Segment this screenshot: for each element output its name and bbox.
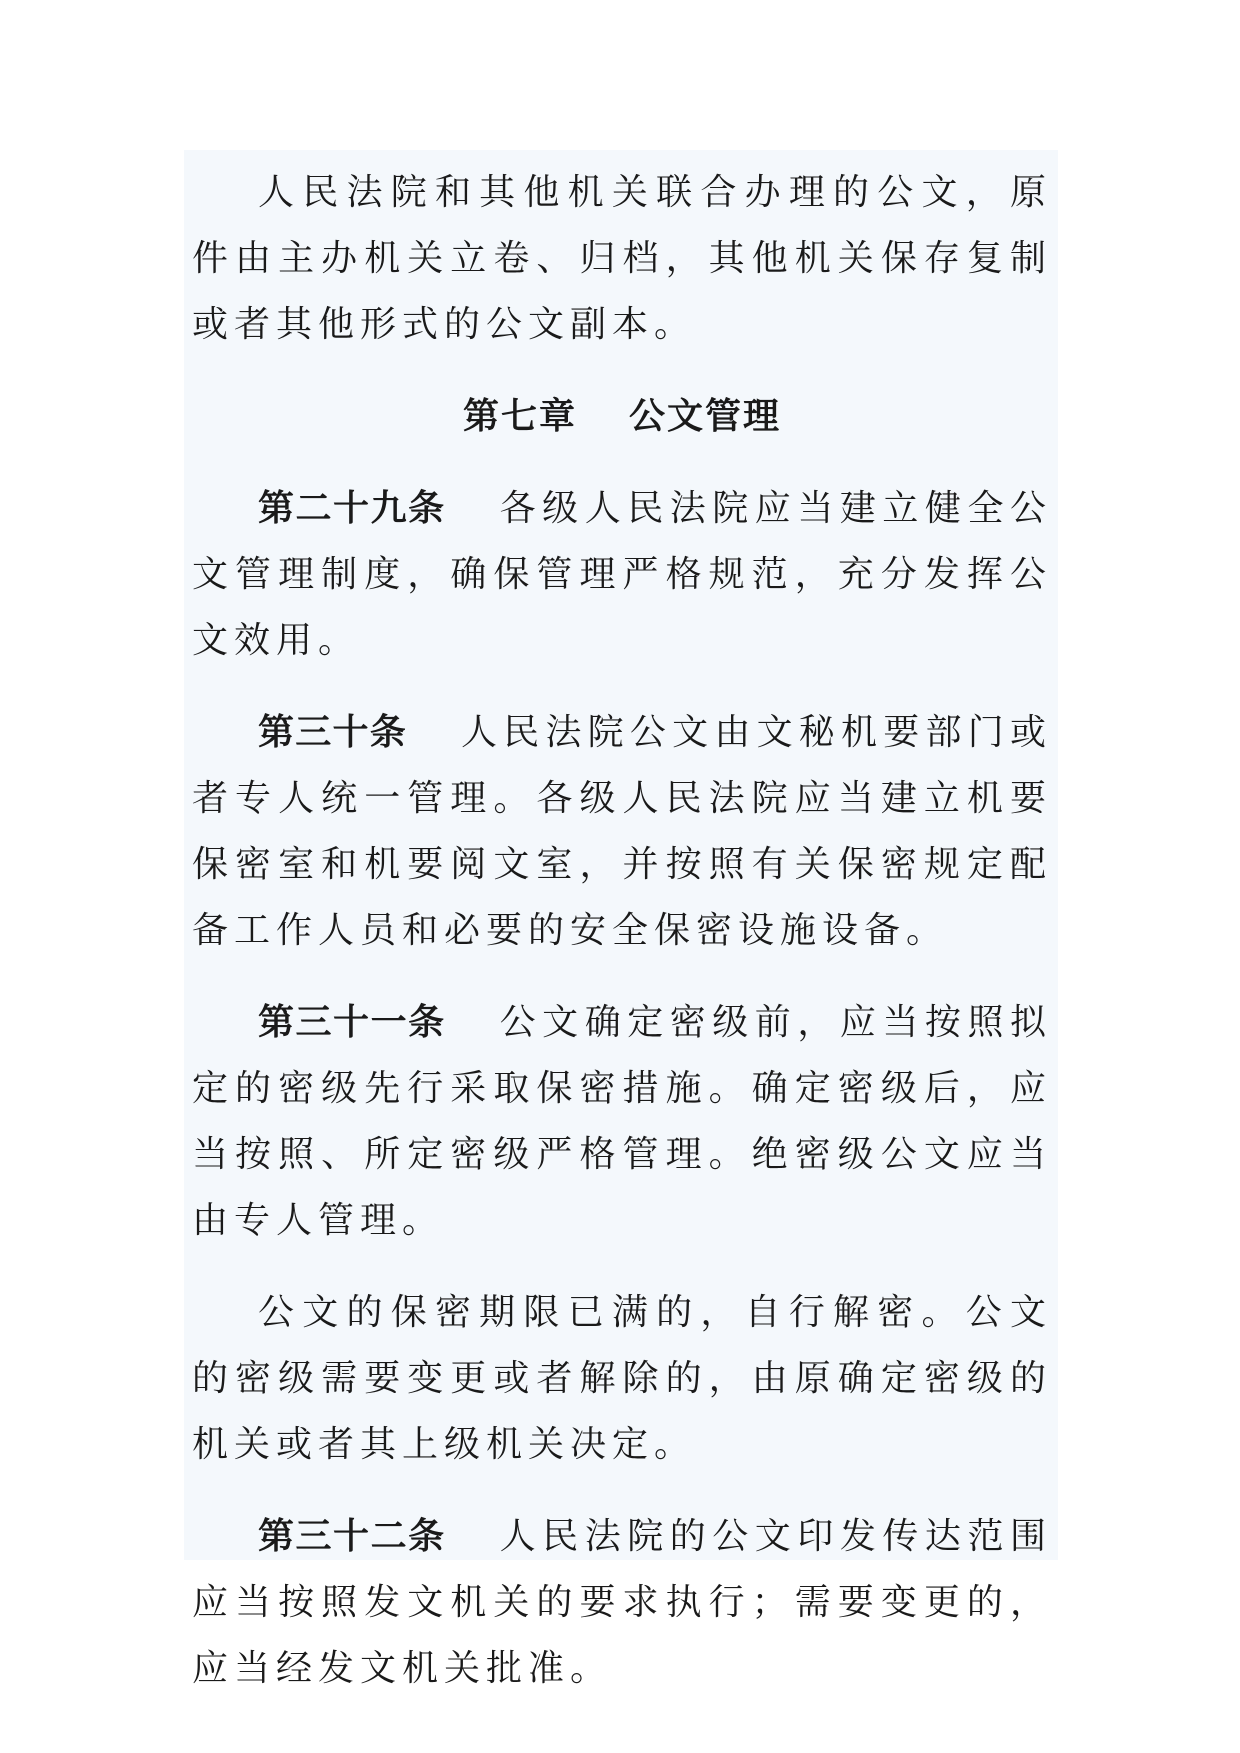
article-29 — [192, 476, 1052, 674]
article-label: 第三十一条 — [258, 1002, 446, 1043]
chapter-title: 公文管理 — [629, 396, 782, 437]
article-label: 第三十二条 — [258, 1516, 446, 1557]
article-31-continuation: 公文的保密期限已满的，自行解密。公文的密级需要变更或者解除的，由原确定密级的机关或者其上级机关决定。 — [192, 1292, 1052, 1465]
chapter-heading — [192, 384, 1052, 450]
article-label: 第三十条 — [258, 712, 407, 753]
article-text: 人民法院的公文印发传达范围应当按照发文机关的要求执行；需要变更的，应当经发文机关批准。 — [192, 1516, 1052, 1689]
article-text: 人民法院公文由文秘机要部门或者专人统一管理。各级人民法院应当建立机要保密室和机要阅文室，并按照有关保密规定配备工作人员和必要的安全保密设施设备。 — [192, 712, 1052, 951]
article-text: 公文确定密级前，应当按照拟定的密级先行采取保密措施。确定密级后，应当按照、所定密级严格管理。绝密级公文应当由专人管理。 — [192, 1002, 1052, 1241]
article-label: 第二十九条 — [258, 488, 446, 529]
chapter-number: 第七章 — [462, 396, 577, 437]
article-31 — [192, 990, 1052, 1254]
article-text: 各级人民法院应当建立健全公文管理制度，确保管理严格规范，充分发挥公文效用。 — [192, 488, 1052, 661]
article-30 — [192, 700, 1052, 964]
article-32 — [192, 1504, 1052, 1702]
intro-paragraph: 人民法院和其他机关联合办理的公文，原件由主办机关立卷、归档，其他机关保存复制或者其他形式的公文副本。 — [192, 172, 1052, 345]
document-text-block — [184, 150, 1058, 1689]
